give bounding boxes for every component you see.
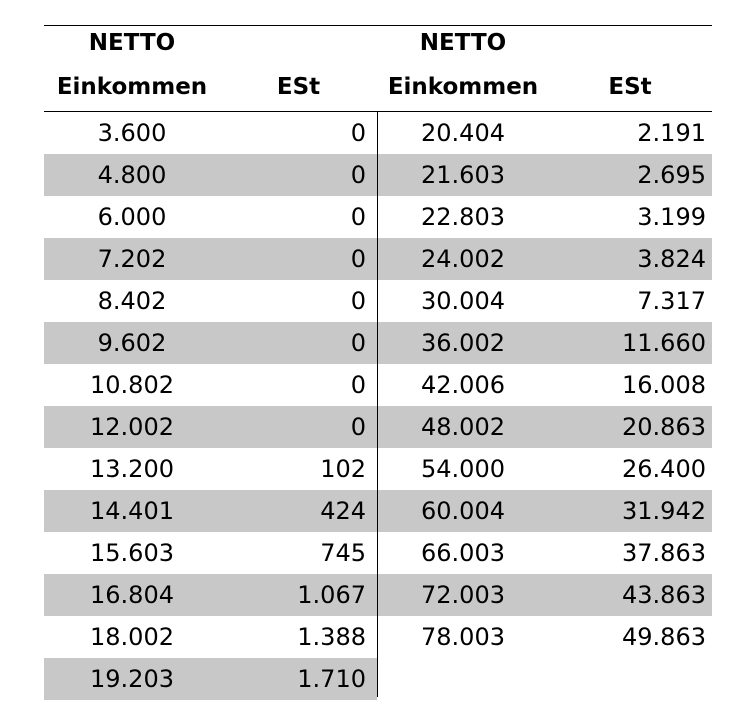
table-row — [44, 196, 377, 238]
tax-cell: 26.400 — [622, 455, 706, 483]
table-row — [378, 448, 712, 490]
income-cell: 15.603 — [90, 539, 174, 567]
tax-table — [44, 25, 712, 697]
income-cell: 54.000 — [421, 455, 505, 483]
tax-cell: 7.317 — [637, 287, 706, 315]
table-row — [378, 280, 712, 322]
table-row — [378, 112, 712, 154]
right-income-header-line1: NETTO — [419, 30, 507, 56]
income-cell: 9.602 — [97, 329, 167, 357]
table-row — [378, 154, 712, 196]
tax-cell: 43.863 — [622, 581, 706, 609]
income-cell: 24.002 — [421, 245, 505, 273]
tax-cell: 3.199 — [637, 203, 706, 231]
left-tax-header — [220, 33, 377, 109]
table-row — [44, 574, 377, 616]
table-row — [44, 154, 377, 196]
tax-cell: 424 — [320, 497, 366, 525]
tax-cell: 1.067 — [297, 581, 366, 609]
tax-cell: 49.863 — [622, 623, 706, 651]
table-row — [378, 364, 712, 406]
right-income-header — [378, 30, 548, 109]
right-tax-header-label: ESt — [608, 74, 652, 100]
tax-cell: 2.695 — [637, 161, 706, 189]
left-income-header-line1: NETTO — [88, 30, 176, 56]
table-row — [44, 322, 377, 364]
tax-cell: 20.863 — [622, 413, 706, 441]
income-cell: 8.402 — [97, 287, 167, 315]
table-row — [378, 532, 712, 574]
tax-cell: 0 — [350, 329, 366, 357]
income-cell: 60.004 — [421, 497, 505, 525]
table-row — [44, 616, 377, 658]
table-row — [44, 112, 377, 154]
left-income-header — [44, 30, 220, 109]
left-tax-header-label: ESt — [276, 74, 321, 100]
income-cell: 20.404 — [421, 119, 505, 147]
table-row — [44, 364, 377, 406]
income-cell: 19.203 — [90, 665, 174, 693]
column-divider — [377, 112, 378, 697]
table-row — [44, 532, 377, 574]
table-row — [378, 574, 712, 616]
left-income-header-line2: Einkommen — [56, 74, 208, 100]
tax-cell: 1.710 — [297, 665, 366, 693]
tax-cell: 0 — [350, 161, 366, 189]
tax-cell: 11.660 — [622, 329, 706, 357]
income-cell: 18.002 — [90, 623, 174, 651]
table-row — [378, 616, 712, 658]
tax-cell: 2.191 — [637, 119, 706, 147]
table-row — [378, 196, 712, 238]
income-cell: 48.002 — [421, 413, 505, 441]
income-cell: 3.600 — [97, 119, 167, 147]
table-row — [44, 238, 377, 280]
income-cell: 42.006 — [421, 371, 505, 399]
income-cell: 30.004 — [421, 287, 505, 315]
tax-cell: 102 — [320, 455, 366, 483]
income-cell: 7.202 — [97, 245, 167, 273]
table-row — [44, 406, 377, 448]
tax-cell: 745 — [320, 539, 366, 567]
table-row — [44, 490, 377, 532]
income-cell: 22.803 — [421, 203, 505, 231]
tax-cell: 0 — [350, 119, 366, 147]
income-cell: 21.603 — [421, 161, 505, 189]
income-cell: 4.800 — [97, 161, 167, 189]
income-cell: 16.804 — [90, 581, 174, 609]
income-cell: 78.003 — [421, 623, 505, 651]
table-row — [378, 406, 712, 448]
right-income-header-line2: Einkommen — [387, 74, 539, 100]
income-cell: 36.002 — [421, 329, 505, 357]
tax-cell: 0 — [350, 245, 366, 273]
tax-cell: 3.824 — [637, 245, 706, 273]
tax-cell: 1.388 — [297, 623, 366, 651]
income-cell: 6.000 — [97, 203, 167, 231]
tax-cell: 0 — [350, 371, 366, 399]
tax-cell: 37.863 — [622, 539, 706, 567]
table-row — [378, 322, 712, 364]
income-cell: 66.003 — [421, 539, 505, 567]
table-row — [378, 490, 712, 532]
income-cell: 12.002 — [90, 413, 174, 441]
table-row — [44, 658, 377, 700]
income-cell: 10.802 — [90, 371, 174, 399]
tax-cell: 0 — [350, 413, 366, 441]
income-cell: 14.401 — [90, 497, 174, 525]
tax-cell: 0 — [350, 203, 366, 231]
income-cell: 13.200 — [90, 455, 174, 483]
income-cell: 72.003 — [421, 581, 505, 609]
table-row — [44, 280, 377, 322]
right-tax-header — [548, 33, 712, 109]
tax-cell: 31.942 — [622, 497, 706, 525]
table-row — [378, 238, 712, 280]
table-row — [44, 448, 377, 490]
tax-cell: 16.008 — [622, 371, 706, 399]
tax-cell: 0 — [350, 287, 366, 315]
